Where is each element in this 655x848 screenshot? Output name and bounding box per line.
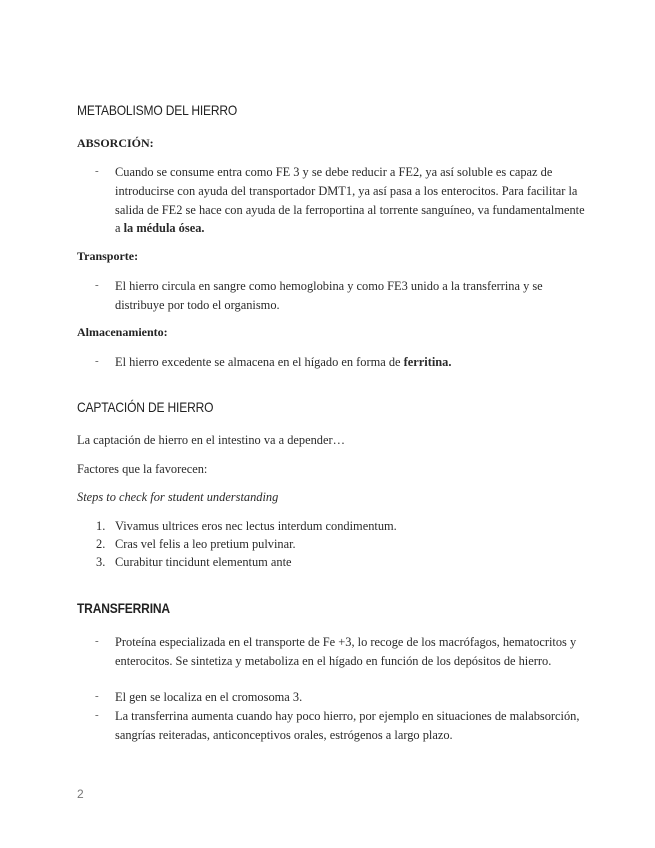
- bullet-transferrina-3: La transferrina aumenta cuando hay poco hierro, por ejemplo en situaciones de malabsorción, sangrías reiteradas, anticonceptivos orales, estrógenos a largo plazo.: [115, 709, 580, 742]
- bullet-absorcion: [115, 163, 585, 238]
- section-heading-transferrina: TRANSFERRINA: [77, 600, 170, 616]
- bullet-marker: -: [95, 709, 99, 721]
- bullet-almacenamiento: [115, 353, 585, 372]
- bullet-marker: -: [95, 165, 99, 177]
- section-heading-metabolismo: METABOLISMO DEL HIERRO: [77, 102, 238, 118]
- bullet-almacenamiento-text: El hierro excedente se almacena en el hígado en forma de: [115, 355, 404, 369]
- paragraph-factores: Factores que la favorecen:: [77, 462, 208, 476]
- bullet-absorcion-text: Cuando se consume entra como FE 3 y se debe reducir a FE2, ya así soluble es capaz de introducirse con ayuda del transportador DMT1, ya así pasa a los enterocitos. Para facilitar la salida de FE2 se hace con ayuda de la ferroportina al torrente sanguíneo, va fundamentalmente a: [115, 165, 585, 236]
- section-heading-captacion: CAPTACIÓN DE HIERRO: [77, 399, 214, 415]
- list-number: 2.: [96, 537, 106, 551]
- bullet-marker: -: [95, 690, 99, 702]
- bullet-transferrina-2: El gen se localiza en el cromosoma 3.: [115, 690, 303, 704]
- bullet-transferrina-1: Proteína especializada en el transporte de Fe +3, lo recoge de los macrófagos, hematocritos y enterocitos. Se sintetiza y metaboliza en el hígado en función de los depósitos de hierro.: [115, 635, 577, 668]
- list-number: 3.: [96, 555, 106, 569]
- subheading-almacenamiento: Almacenamiento:: [77, 325, 168, 339]
- page-number: 2: [77, 787, 84, 801]
- bullet-almacenamiento-bold: ferritina.: [403, 355, 452, 369]
- bullet-marker: -: [95, 355, 99, 367]
- list-item: Cras vel felis a leo pretium pulvinar.: [115, 537, 296, 551]
- list-item: Curabitur tincidunt elementum ante: [115, 555, 292, 569]
- bullet-marker: -: [95, 635, 99, 647]
- list-number: 1.: [96, 519, 106, 533]
- subheading-transporte: Transporte:: [77, 249, 139, 263]
- list-item: Vivamus ultrices eros nec lectus interdum condimentum.: [115, 519, 397, 533]
- bullet-marker: -: [95, 279, 99, 291]
- paragraph-captacion: La captación de hierro en el intestino va a depender…: [77, 433, 346, 447]
- bullet-absorcion-bold: la médula ósea.: [123, 221, 205, 236]
- bullet-transporte: El hierro circula en sangre como hemoglobina y como FE3 unido a la transferrina y se distribuye por todo el organismo.: [115, 279, 543, 312]
- subheading-absorcion: ABSORCIÓN:: [77, 136, 154, 150]
- steps-title: Steps to check for student understanding: [77, 490, 279, 504]
